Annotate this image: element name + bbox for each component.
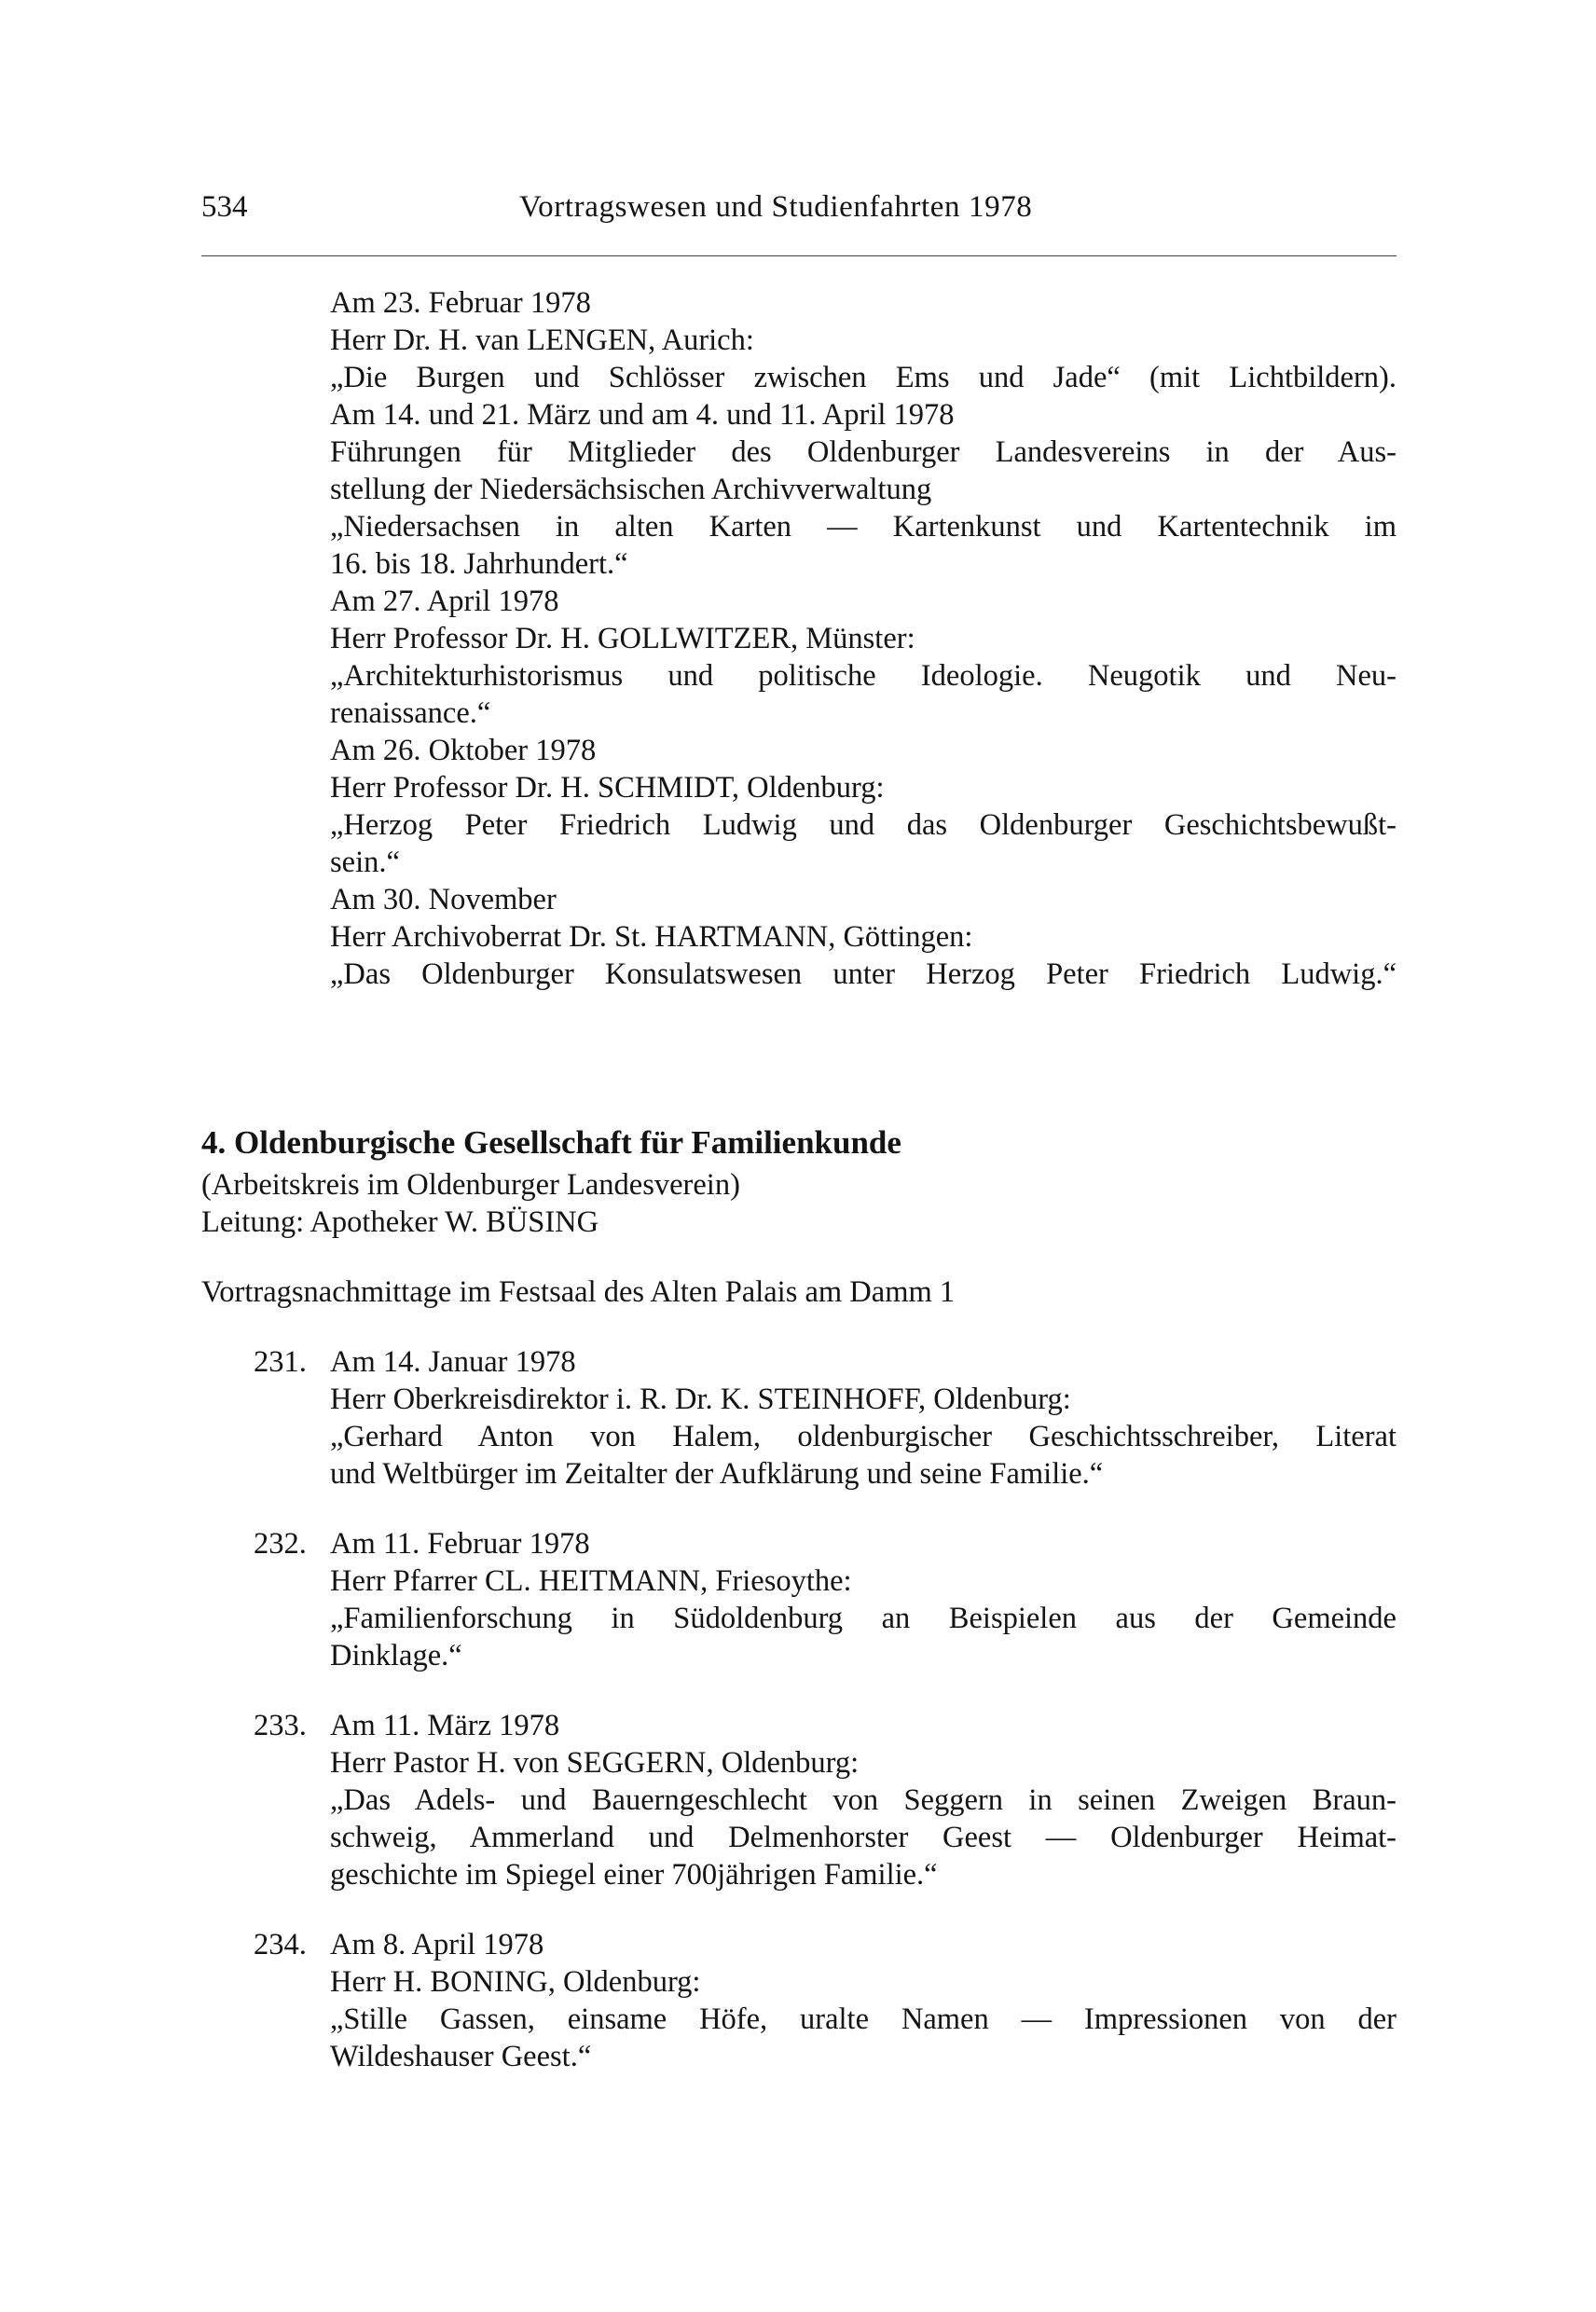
text-line: „Herzog Peter Friedrich Ludwig und das Oldenburger Geschichtsbewußt-	[330, 808, 1396, 842]
section-subtitle: (Arbeitskreis im Oldenburger Landesverein)	[201, 1168, 740, 1202]
text-line: Am 30. November	[330, 883, 557, 916]
entry-number: 232.	[254, 1527, 307, 1561]
entry-line: und Weltbürger im Zeitalter der Aufklärung und seine Familie.“	[330, 1457, 1104, 1491]
text-line: Herr Professor Dr. H. SCHMIDT, Oldenburg:	[330, 771, 885, 805]
text-line: „Die Burgen und Schlösser zwischen Ems und Jade“ (mit Lichtbildern).	[330, 361, 1396, 394]
entry-line: Am 11. Februar 1978	[330, 1527, 590, 1561]
text-line: sein.“	[330, 846, 400, 879]
entry-line: „Das Adels- und Bauerngeschlecht von Seggern in seinen Zweigen Braun-	[330, 1783, 1396, 1817]
entry-line: Herr Pfarrer CL. HEITMANN, Friesoythe:	[330, 1564, 852, 1598]
running-title: Vortragswesen und Studienfahrten 1978	[519, 190, 1033, 224]
entry-line: Herr Oberkreisdirektor i. R. Dr. K. STEINHOFF, Oldenburg:	[330, 1383, 1071, 1416]
section-leitung: Leitung: Apotheker W. BÜSING	[201, 1205, 599, 1239]
entry-number: 233.	[254, 1709, 307, 1742]
entry-line: Wildeshauser Geest.“	[330, 2040, 592, 2073]
text-line: Am 27. April 1978	[330, 585, 559, 618]
entry-line: „Stille Gassen, einsame Höfe, uralte Namen — Impressionen von der	[330, 2002, 1396, 2036]
entry-line: „Gerhard Anton von Halem, oldenburgischer Geschichtsschreiber, Literat	[330, 1420, 1396, 1453]
text-line: Am 26. Oktober 1978	[330, 734, 597, 767]
text-line: renaissance.“	[330, 696, 491, 730]
entry-line: schweig, Ammerland und Delmenhorster Geest — Oldenburger Heimat-	[330, 1821, 1396, 1854]
entry-number: 234.	[254, 1928, 307, 1961]
entry-line: Herr Pastor H. von SEGGERN, Oldenburg:	[330, 1746, 860, 1780]
entry-line: geschichte im Spiegel einer 700jährigen Familie.“	[330, 1858, 938, 1892]
section-heading: 4. Oldenburgische Gesellschaft für Familienkunde	[201, 1124, 901, 1161]
text-line: „Architekturhistorismus und politische Ideologie. Neugotik und Neu-	[330, 659, 1396, 693]
text-line: Herr Dr. H. van LENGEN, Aurich:	[330, 323, 754, 357]
entry-line: Dinklage.“	[330, 1639, 462, 1672]
entry-line: Am 8. April 1978	[330, 1928, 544, 1961]
text-line: 16. bis 18. Jahrhundert.“	[330, 547, 628, 581]
page-header	[201, 190, 1395, 233]
text-line: Herr Archivoberrat Dr. St. HARTMANN, Göttingen:	[330, 920, 973, 954]
entry-number: 231.	[254, 1345, 307, 1379]
text-line: Am 23. Februar 1978	[330, 286, 591, 320]
entry-line: Am 11. März 1978	[330, 1709, 560, 1742]
section-intro: Vortragsnachmittage im Festsaal des Alten Palais am Damm 1	[201, 1275, 956, 1309]
text-line: stellung der Niedersächsischen Archivverwaltung	[330, 473, 932, 506]
text-line: Am 14. und 21. März und am 4. und 11. April 1978	[330, 398, 955, 432]
entry-line: Herr H. BONING, Oldenburg:	[330, 1965, 701, 1999]
entry-line: „Familienforschung in Südoldenburg an Beispielen aus der Gemeinde	[330, 1602, 1396, 1635]
entry-line: Am 14. Januar 1978	[330, 1345, 576, 1379]
text-line: Herr Professor Dr. H. GOLLWITZER, Münster:	[330, 622, 915, 655]
header-rule	[201, 255, 1396, 256]
page-number: 534	[201, 190, 248, 224]
text-line: „Das Oldenburger Konsulatswesen unter Herzog Peter Friedrich Ludwig.“	[330, 957, 1396, 991]
text-line: Führungen für Mitglieder des Oldenburger Landesvereins in der Aus-	[330, 435, 1396, 469]
text-line: „Niedersachsen in alten Karten — Kartenkunst und Kartentechnik im	[330, 510, 1396, 544]
